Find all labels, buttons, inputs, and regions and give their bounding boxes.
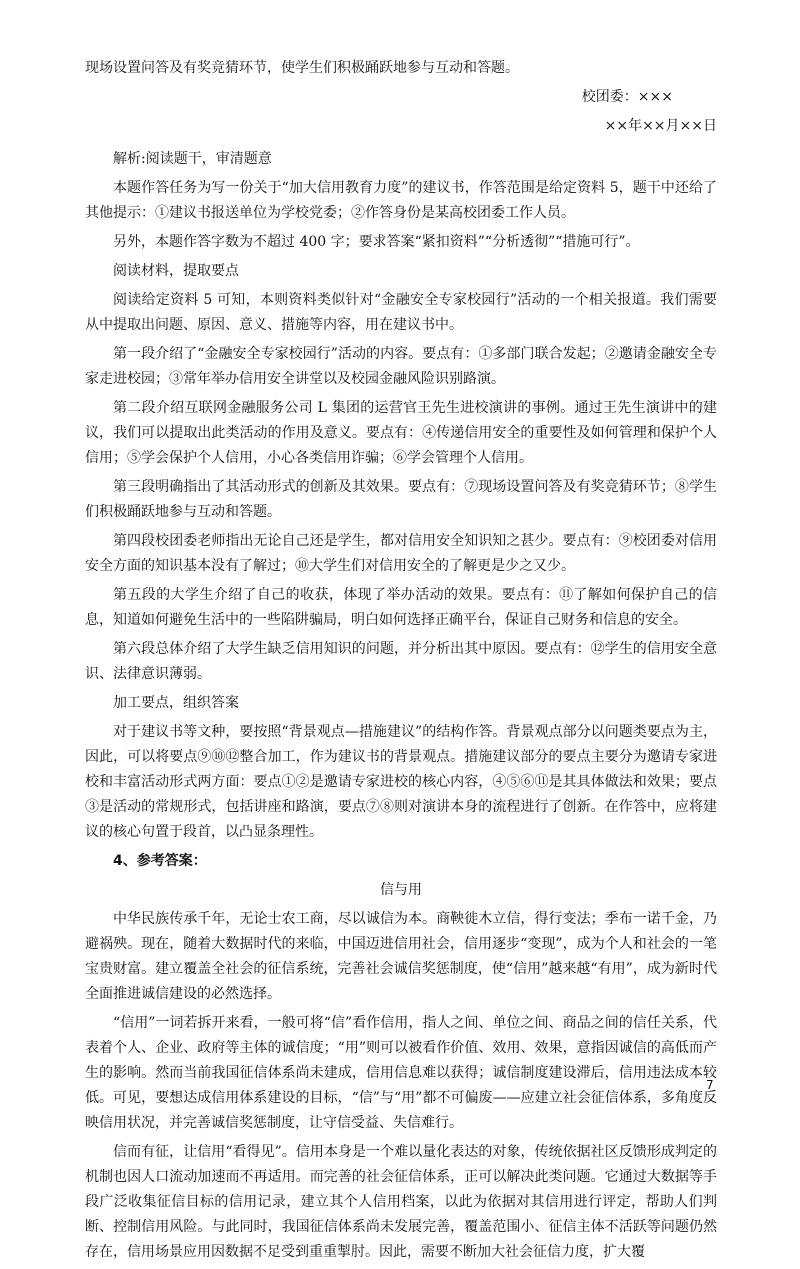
paragraph-continuation: 现场设置问答及有奖竞猜环节，使学生们积极踊跃地参与互动和答题。 bbox=[85, 60, 519, 76]
signature-organization: 校团委：××× bbox=[581, 89, 673, 105]
section-heading: 4、参考答案： bbox=[113, 853, 207, 869]
essay-title: 信与用 bbox=[380, 882, 422, 898]
analysis-subheading: 阅读材料，提取要点 bbox=[113, 263, 239, 279]
analysis-paragraph: 阅读给定资料 5 可知，本则资料类似针对“金融安全专家校园行”活动的一个相关报道。我们需要从中提取出问题、原因、意义、措施等内容，用在建议书中。 bbox=[85, 292, 717, 333]
analysis-paragraph: 第三段明确指出了其活动形式的创新及其效果。要点有：⑦现场设置问答及有奖竞猜环节；⑧学生们积极踊跃地参与互动和答题。 bbox=[85, 479, 717, 520]
analysis-heading: 解析:阅读题干，审清题意 bbox=[113, 151, 272, 167]
essay-body bbox=[85, 907, 717, 1265]
analysis-paragraph: 本题作答任务为写一份关于“加大信用教育力度”的建议书，作答范围是给定资料 5，题干中还给了其他提示：①建议书报送单位为学校党委；②作答身份是某高校团委工作人员。 bbox=[85, 180, 717, 221]
essay-paragraph: “信用”一词若拆开来看，一般可将“信”看作信用，指人之间、单位之间、商品之间的信任关系，代表着个人、企业、政府等主体的诚信度；“用”则可以被看作价值、效用、效果，意指因诚信的高低而产生的影响。然而当前我国征信体系尚未建成，信用信息难以获得；诚信制度建设滞后，信用违法成本较低。可见，要想达成信用体系建设的目标，“信”与“用”都不可偏废——应建立社会征信体系，多角度反映信用状况，并完善诚信奖惩制度，让守信受益、失信难行。 bbox=[85, 1015, 717, 1131]
page-number: 7 bbox=[706, 1078, 714, 1092]
document-page bbox=[85, 56, 717, 1269]
analysis-paragraph: 另外，本题作答字数为不超过 400 字；要求答案“紧扣资料”“分析透彻”“措施可行”。 bbox=[113, 234, 640, 250]
essay-paragraph: 中华民族传承千年，无论士农工商，尽以诚信为本。商鞅徙木立信，得行变法；季布一诺千金，乃避祸殃。现在，随着大数据时代的来临，中国迈进信用社会，信用逐步“变现”，成为个人和社会的一笔宝贵财富。建立覆盖全社会的征信系统，完善社会诚信奖惩制度，使“信用”越来越“有用”，成为新时代全面推进诚信建设的必然选择。 bbox=[85, 911, 717, 1002]
analysis-paragraph: 第四段校团委老师指出无论自己还是学生，都对信用安全知识知之甚少。要点有：⑨校团委对信用安全方面的知识基本没有了解过；⑩大学生们对信用安全的了解更是少之又少。 bbox=[85, 533, 717, 574]
analysis-paragraph: 第一段介绍了“金融安全专家校园行”活动的内容。要点有：①多部门联合发起；②邀请金融安全专家走进校园；③常年举办信用安全讲堂以及校园金融风险识别路演。 bbox=[85, 346, 717, 387]
analysis-paragraph: 第五段的大学生介绍了自己的收获，体现了举办活动的效果。要点有：⑪了解如何保护自己的信息，知道如何避免生活中的一些陷阱骗局，明白如何选择正确平台，保证自己财务和信息的安全。 bbox=[85, 587, 717, 628]
analysis-paragraph: 第六段总体介绍了大学生缺乏信用知识的问题，并分析出其中原因。要点有：⑫学生的信用安全意识、法律意识薄弱。 bbox=[85, 641, 717, 682]
signature-date: ××年××月××日 bbox=[604, 118, 717, 134]
analysis-section bbox=[85, 56, 717, 845]
analysis-subheading: 加工要点，组织答案 bbox=[113, 695, 239, 711]
essay-paragraph: 信而有征，让信用“看得见”。信用本身是一个难以量化表达的对象，传统依据社区反馈形成判定的机制也因人口流动加速而不再适用。而完善的社会征信体系，正可以解决此类问题。它通过大数据等手段广泛收集征信目标的信用记录，建立其个人信用档案，以此为依据对其信用进行评定，帮助人们判断、控制信用风险。与此同时，我国征信体系尚未发展完善，覆盖范围小、征信主体不活跃等问题仍然存在，信用场景应用因数据不足受到重重掣肘。因此，需要不断加大社会征信力度，扩大覆 bbox=[85, 1144, 717, 1260]
analysis-paragraph: 第二段介绍互联网金融服务公司 L 集团的运营官王先生进校演讲的事例。通过王先生演讲中的建议，我们可以提取出此类活动的作用及意义。要点有：④传递信用安全的重要性及如何管理和保护个人信用；⑤学会保护个人信用，小心各类信用诈骗；⑥学会管理个人信用。 bbox=[85, 400, 717, 466]
analysis-paragraph: 对于建议书等文种，要按照“背景观点—措施建议”的结构作答。背景观点部分以问题类要点为主，因此，可以将要点⑨⑩⑫整合加工，作为建议书的背景观点。措施建议部分的要点主要分为邀请专家进校和丰富活动形式两方面：要点①②是邀请专家进校的核心内容，④⑤⑥⑪是其具体做法和效果；要点③是活动的常规形式，包括讲座和路演，要点⑦⑧则对演讲本身的流程进行了创新。在作答中，应将建议的核心句置于段首，以凸显条理性。 bbox=[85, 724, 717, 840]
